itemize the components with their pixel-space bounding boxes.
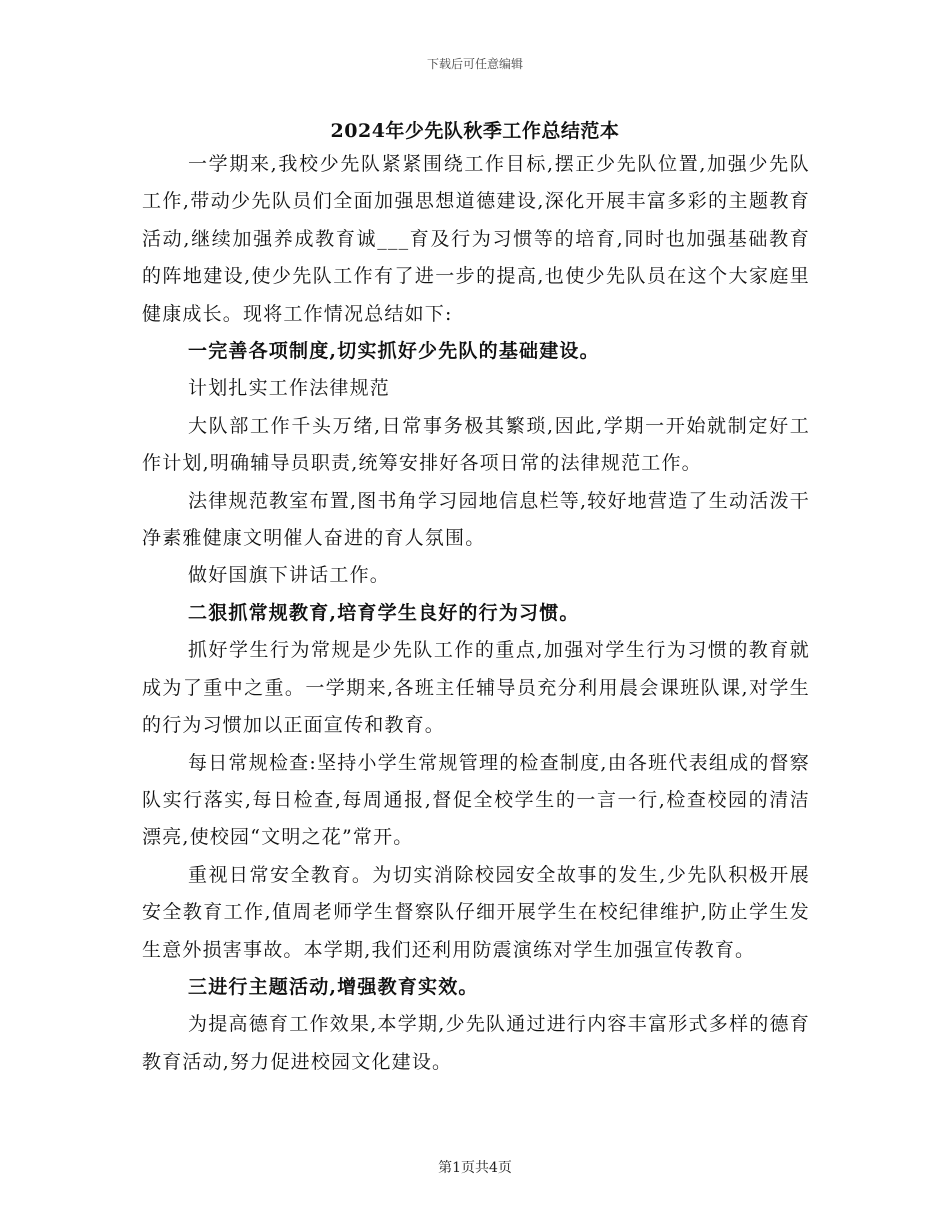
section-heading-2: 二狠抓常规教育,培育学生良好的行为习惯。 (188, 601, 580, 624)
paragraph: 法律规范教室布置,图书角学习园地信息栏等,较好地营造了生动活泼干净素雅健康文明催人奋进的育人氛围。 (142, 489, 810, 550)
section-heading-3: 三进行主题活动,增强教育实效。 (188, 975, 479, 998)
paragraph: 做好国旗下讲话工作。 (188, 564, 391, 587)
document-body (142, 146, 810, 1081)
header-note: 下载后可任意编辑 (426, 57, 523, 71)
page-footer: 第1页共4页 (438, 1160, 512, 1176)
paragraph: 为提高德育工作效果,本学期,少先队通过进行内容丰富形式多样的德育教育活动,努力促进校园文化建设。 (142, 1013, 810, 1073)
paragraph: 抓好学生行为常规是少先队工作的重点,加强对学生行为习惯的教育就成为了重中之重。一学期来,各班主任辅导员充分利用晨会课班队课,对学生的行为习惯加以正面宣传和教育。 (142, 639, 810, 737)
paragraph: 重视日常安全教育。为切实消除校园安全故事的发生,少先队积极开展安全教育工作,值周老师学生督察队仔细开展学生在校纪律维护,防止学生发生意外损害事故。本学期,我们还利用防震演练对学生加强宣传教育。 (142, 863, 810, 961)
paragraph: 大队部工作千头万绪,日常事务极其繁琐,因此,学期一开始就制定好工作计划,明确辅导员职责,统筹安排好各项日常的法律规范工作。 (142, 414, 810, 475)
section-heading-1: 一完善各项制度,切实抓好少先队的基础建设。 (188, 340, 600, 363)
paragraph-intro: 一学期来,我校少先队紧紧围绕工作目标,摆正少先队位置,加强少先队工作,带动少先队员们全面加强思想道德建设,深化开展丰富多彩的主题教育活动,继续加强养成教育诚___育及行为习惯等的培育,同时也加强基础教育的阵地建设,使少先队工作有了进一步的提高,也使少先队员在这个大家庭里健康成长。现将工作情况总结如下: (142, 153, 810, 325)
paragraph: 每日常规检查:坚持小学生常规管理的检查制度,由各班代表组成的督察队实行落实,每日检查,每周通报,督促全校学生的一言一行,检查校园的清洁漂亮,使校园“文明之花”常开。 (142, 751, 810, 849)
document-title: 2024年少先队秋季工作总结范本 (330, 120, 620, 142)
subheading-plan: 计划扎实工作法律规范 (188, 377, 391, 400)
